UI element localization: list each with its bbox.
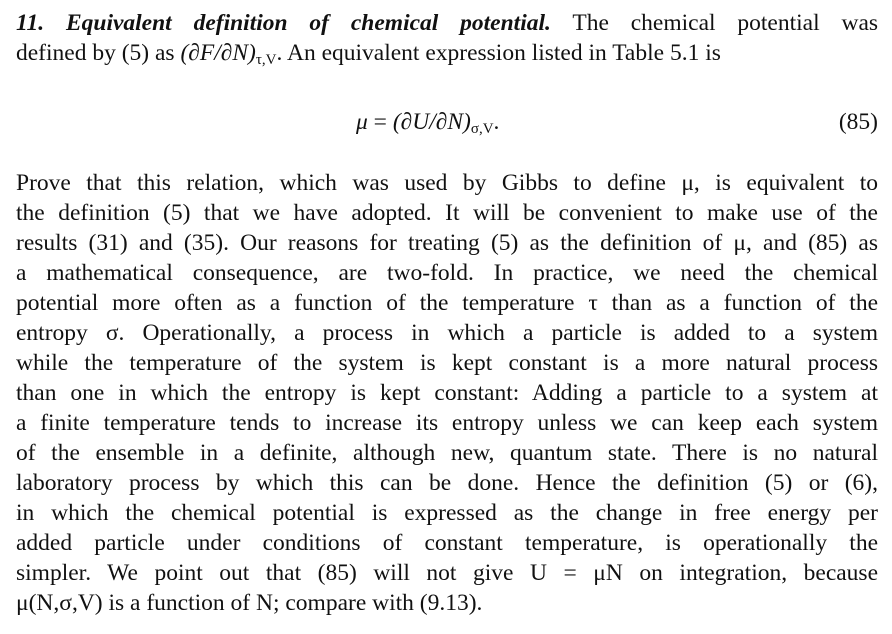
- body-line: in which the chemical potential is expressed as the change in free energy per: [16, 500, 878, 526]
- body-line: simpler. We point out that (85) will not give U = μN on integration, because: [16, 560, 878, 586]
- problem-title: Equivalent definition of chemical potential.: [65, 10, 551, 36]
- equation-trail: .: [493, 109, 500, 135]
- equation-85: [16, 106, 878, 138]
- intro-text-line1: The chemical potential was: [572, 10, 879, 36]
- body-line: of the ensemble in a definite, although new, quantum state. There is no natural: [16, 440, 878, 466]
- body-line: a finite temperature tends to increase its entropy unless we can keep each system: [16, 410, 878, 436]
- body-line: potential more often as a function of the temperature τ than as a function of the: [16, 290, 878, 316]
- body-line: μ(N,σ,V) is a function of N; compare with (9.13).: [16, 590, 483, 616]
- body-line: laboratory process by which this can be done. Hence the definition (5) or (6),: [16, 470, 878, 496]
- body-line: than one in which the entropy is kept constant: Adding a particle to a system at: [16, 380, 878, 406]
- problem-number: 11.: [16, 10, 45, 36]
- body-line: while the temperature of the system is kept constant is a more natural process: [16, 350, 878, 376]
- equation-number: (85): [838, 109, 878, 135]
- body-line: Prove that this relation, which was used by Gibbs to define μ, is equivalent to: [16, 170, 878, 196]
- intro-line-2: [16, 38, 878, 68]
- equation-lhs: μ: [356, 109, 368, 135]
- body-line: results (31) and (35). Our reasons for treating (5) as the definition of μ, and (85) as: [16, 230, 878, 256]
- body-line: a mathematical consequence, are two-fold. In practice, we need the chemical: [16, 260, 878, 286]
- intro-derivative-expr: (∂F/∂N): [180, 40, 256, 66]
- equation-body: [356, 106, 499, 138]
- body-line: the definition (5) that we have adopted. It will be convenient to make use of the: [16, 200, 878, 226]
- equation-rhs: (∂U/∂N): [392, 109, 471, 135]
- body-line: entropy σ. Operationally, a process in which a particle is added to a system: [16, 320, 878, 346]
- equation-equals: =: [373, 109, 387, 135]
- intro-text-line2-end: . An equivalent expression listed in Table 5.1 is: [276, 40, 721, 66]
- equation-rhs-subscript: σ,V: [470, 121, 494, 137]
- intro-derivative-subscript: τ,V: [255, 52, 277, 68]
- intro-text-line2-start: defined by (5) as: [16, 40, 175, 66]
- body-line: added particle under conditions of constant temperature, is operationally the: [16, 530, 878, 556]
- problem-heading-line: [16, 8, 878, 38]
